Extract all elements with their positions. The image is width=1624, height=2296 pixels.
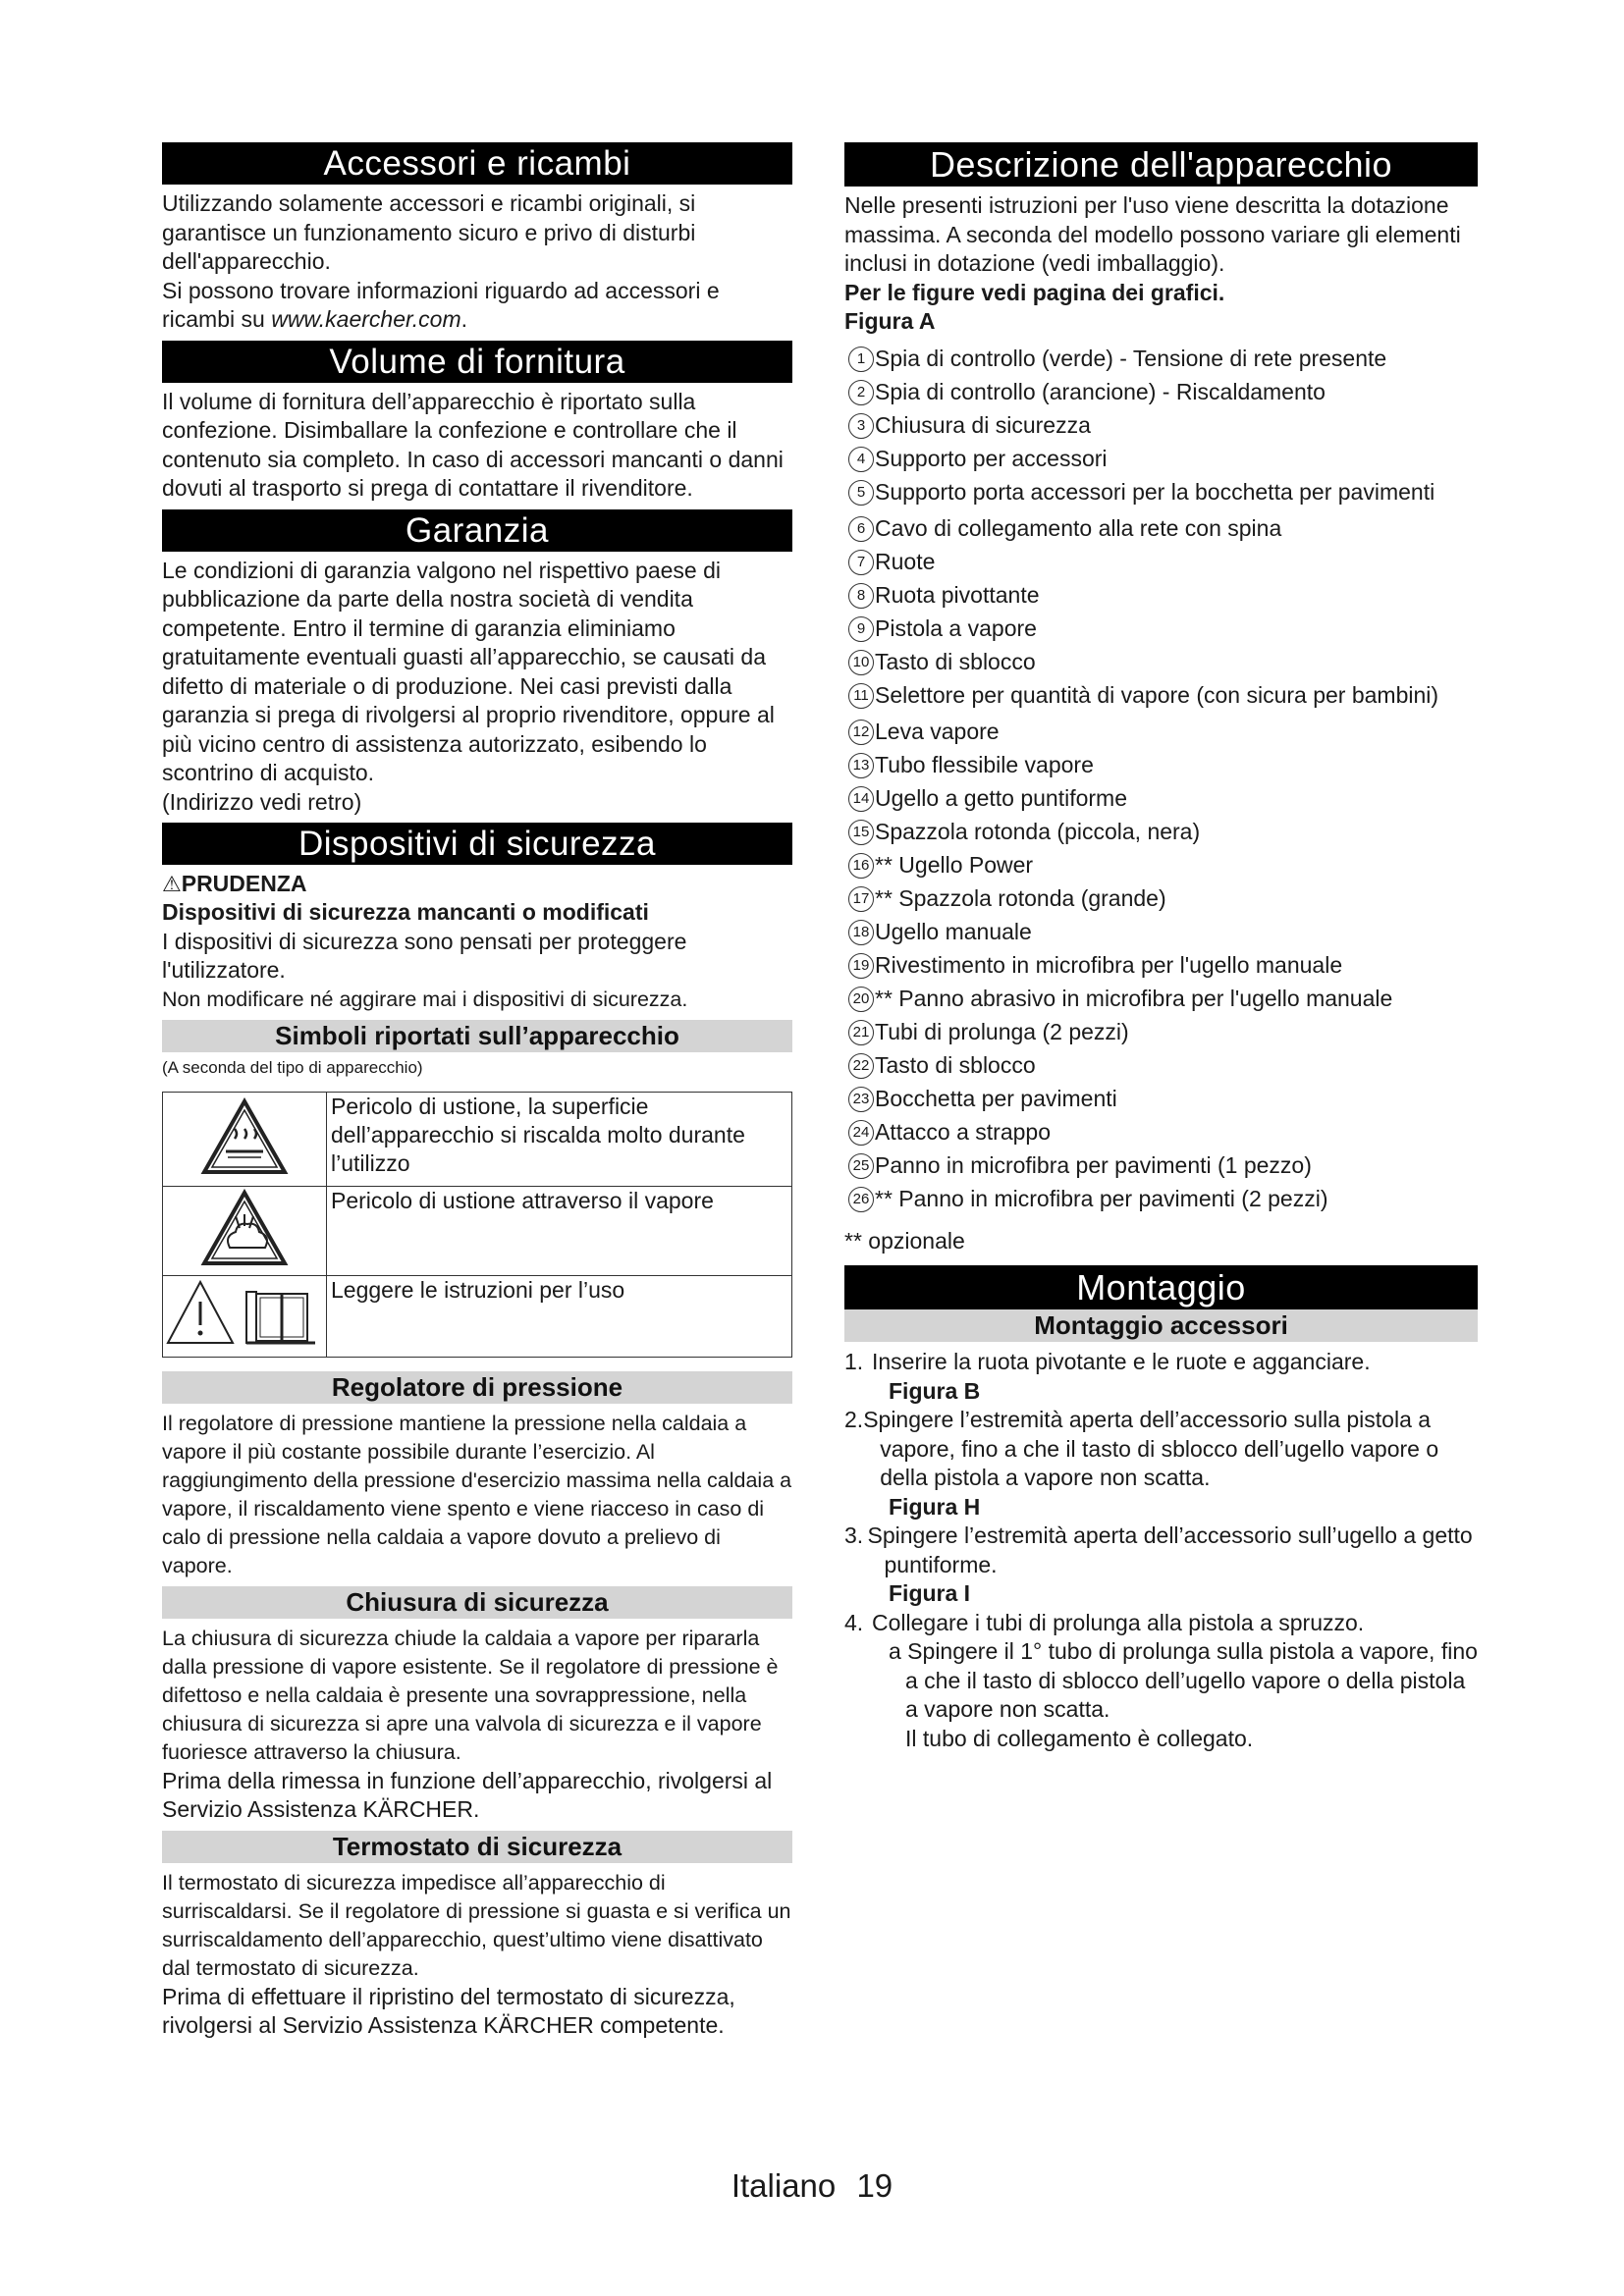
part-label: Ruota pivottante (875, 581, 1040, 608)
subsection-title-termostato: Termostato di sicurezza (162, 1831, 792, 1863)
accessori-paragraph: Utilizzando solamente accessori e ricambi originali, si garantisce un funzionamento sicuro e privo di disturbi dell'apparecchio. (162, 190, 696, 274)
list-item (844, 718, 1478, 746)
symbol-text: Pericolo di ustione, la superficie dell’apparecchio si riscalda molto durante l’utilizzo (327, 1092, 792, 1186)
list-item (844, 445, 1478, 473)
part-label: Ruote (875, 548, 936, 574)
part-label: Tubo flessibile vapore (875, 751, 1094, 777)
regolatore-paragraph: Il regolatore di pressione mantiene la pressione nella caldaia a vapore il più costante possibile durante l’esercizio. Al raggiungimento della pressione d'esercizio massima nella caldaia a vapore, il riscaldamento viene spento e viene riacceso in caso di calo di pressione nella caldaia a vapore dovuto a prelievo di vapore. (162, 1411, 792, 1577)
number-badge: 9 (848, 616, 874, 642)
subsection-title-chiusura: Chiusura di sicurezza (162, 1586, 792, 1619)
page-footer (0, 2167, 1624, 2205)
number-badge: 23 (848, 1087, 874, 1112)
figures-reference: Per le figure vedi pagina dei grafici. (844, 279, 1225, 305)
steam-warning-icon (163, 1186, 327, 1275)
read-manual-icon (163, 1275, 327, 1357)
part-label: Spia di controllo (verde) - Tensione di rete presente (875, 345, 1387, 371)
garanzia-paragraph: Le condizioni di garanzia valgono nel rispettivo paese di pubblicazione da parte della nostra società di vendita competente. Entro il termine di garanzia eliminiamo gratuitamente eventuali guasti all’apparecchio, se causati da difetto di materiale o di produzione. Nei casi previsti dalla garanzia si prega di rivolgersi al proprio rivenditore, oppure al più vicino centro di assistenza autorizzato, esibendo lo scontrino di acquisto. (162, 557, 775, 785)
figure-a-label: Figura A (844, 308, 936, 334)
hot-surface-warning-icon (163, 1092, 327, 1186)
list-item: 4. Collegare i tubi di prolunga alla pistola a spruzzo. (844, 1609, 1365, 1635)
list-item (844, 918, 1478, 946)
number-badge: 11 (848, 683, 874, 709)
chiusura-paragraph: La chiusura di sicurezza chiude la caldaia a vapore per ripararla dalla pressione di vapore esistente. Se il regolatore di pressione è difettoso e nella caldaia è presente una sovrappressione, nella chiusura di sicurezza si apre una valvola di sicurezza e il vapore fuoriesce attraverso la chiusura. (162, 1626, 779, 1764)
number-badge: 3 (848, 413, 874, 439)
volume-paragraph: Il volume di fornitura dell’apparecchio è riportato sulla confezione. Disimballare la confezione e controllare che il contenuto sia completo. In caso di accessori mancanti o danni dovuti al trasporto si prega di contattare il rivenditore. (162, 388, 784, 501)
list-item (844, 985, 1478, 1013)
part-label: Attacco a strappo (875, 1118, 1051, 1145)
section-title-dispositivi: Dispositivi di sicurezza (162, 823, 792, 865)
subsection-title-montaggio-accessori: Montaggio accessori (844, 1309, 1478, 1342)
table-row (163, 1275, 792, 1357)
list-item: 1. Inserire la ruota pivotante e le ruote e agganciare. (844, 1349, 1371, 1374)
list-item (844, 411, 1478, 440)
list-item (844, 614, 1478, 643)
list-item: Il tubo di collegamento è collegato. (905, 1725, 1254, 1751)
subsection-title-simboli: Simboli riportati sull’apparecchio (162, 1020, 792, 1052)
warning-label: ⚠PRUDENZA (162, 871, 307, 896)
list-item (844, 1185, 1478, 1213)
number-badge: 1 (848, 347, 874, 372)
list-item (844, 818, 1478, 846)
section-title-garanzia: Garanzia (162, 509, 792, 552)
section-title-accessori: Accessori e ricambi (162, 142, 792, 185)
symbol-text: Pericolo di ustione attraverso il vapore (327, 1186, 792, 1275)
part-label: Panno in microfibra per pavimenti (1 pezzo) (875, 1151, 1312, 1178)
number-badge: 12 (848, 720, 874, 745)
part-label: Cavo di collegamento alla rete con spina (875, 514, 1282, 541)
list-item (844, 478, 1478, 507)
list-item: a Spingere il 1° tubo di prolunga sulla pistola a vapore, fino a che il tasto di sblocco dell’ugello vapore o della pistola a vapore non scatta. (889, 1638, 1478, 1722)
number-badge: 13 (848, 753, 874, 778)
dispositivi-paragraph-2: Non modificare né aggirare mai i dispositivi di sicurezza. (162, 987, 688, 1011)
part-label: Selettore per quantità di vapore (con sicura per bambini) (875, 681, 1439, 708)
list-item (844, 884, 1478, 913)
part-label: Tasto di sblocco (875, 648, 1036, 674)
part-label: ** Panno abrasivo in microfibra per l'ugello manuale (875, 985, 1393, 1011)
assembly-steps (844, 1348, 1478, 1753)
list-item (844, 751, 1478, 779)
number-badge: 19 (848, 953, 874, 979)
list-item (844, 681, 1478, 710)
part-label: ** Ugello Power (875, 851, 1034, 878)
number-badge: 21 (848, 1020, 874, 1045)
part-label: Supporto per accessori (875, 445, 1108, 471)
list-item (844, 851, 1478, 880)
symbols-table (162, 1092, 792, 1358)
subsection-title-regolatore: Regolatore di pressione (162, 1371, 792, 1404)
kaercher-link[interactable]: www.kaercher.com (271, 306, 461, 332)
part-label: Pistola a vapore (875, 614, 1037, 641)
list-item (844, 648, 1478, 676)
number-badge: 14 (848, 786, 874, 812)
part-label: Rivestimento in microfibra per l'ugello manuale (875, 951, 1343, 978)
part-label: Spia di controllo (arancione) - Riscaldamento (875, 378, 1326, 404)
number-badge: 25 (848, 1153, 874, 1179)
section-title-montaggio: Montaggio (844, 1265, 1478, 1309)
parts-list (844, 345, 1478, 1213)
list-item (844, 581, 1478, 610)
number-badge: 7 (848, 550, 874, 575)
list-item (844, 1118, 1478, 1147)
part-label: Tubi di prolunga (2 pezzi) (875, 1018, 1129, 1044)
number-badge: 24 (848, 1120, 874, 1146)
list-item: 3. Spingere l’estremità aperta dell’accessorio sull’ugello a getto puntiforme. (844, 1522, 1473, 1577)
number-badge: 20 (848, 987, 874, 1012)
list-item (844, 1051, 1478, 1080)
right-column (844, 142, 1478, 1753)
list-item (844, 1151, 1478, 1180)
warning-heading: Dispositivi di sicurezza mancanti o modificati (162, 899, 649, 925)
part-label: Chiusura di sicurezza (875, 411, 1091, 438)
descrizione-paragraph: Nelle presenti istruzioni per l'uso viene descritta la dotazione massima. A seconda del modello possono variare gli elementi inclusi in dotazione (vedi imballaggio). (844, 192, 1461, 276)
number-badge: 5 (848, 480, 874, 506)
list-item (844, 548, 1478, 576)
number-badge: 15 (848, 820, 874, 845)
page-number: 19 (856, 2167, 893, 2204)
list-item (844, 345, 1478, 373)
warning-triangle-icon: ⚠ (162, 872, 182, 896)
section-title-volume: Volume di fornitura (162, 341, 792, 383)
list-item (844, 378, 1478, 406)
figure-h-label: Figura H (889, 1493, 981, 1520)
number-badge: 18 (848, 920, 874, 945)
number-badge: 26 (848, 1187, 874, 1212)
dispositivi-paragraph: I dispositivi di sicurezza sono pensati per proteggere l'utilizzatore. (162, 928, 687, 983)
termostato-paragraph: Il termostato di sicurezza impedisce all’apparecchio di surriscaldarsi. Se il regolatore di pressione si guasta e si verifica un surriscaldamento dell’apparecchio, quest’ultimo viene disattivato dal termostato di sicurezza. (162, 1870, 791, 1980)
number-badge: 8 (848, 583, 874, 609)
left-column (162, 142, 792, 2041)
termostato-paragraph-2: Prima di effettuare il ripristino del termostato di sicurezza, rivolgersi al Servizio Assistenza KÄRCHER competente. (162, 1983, 735, 2038)
number-badge: 10 (848, 650, 874, 675)
part-label: ** Spazzola rotonda (grande) (875, 884, 1166, 911)
figure-i-label: Figura I (889, 1580, 971, 1606)
part-label: Ugello manuale (875, 918, 1032, 944)
part-label: ** Panno in microfibra per pavimenti (2 pezzi) (875, 1185, 1328, 1211)
garanzia-address-note: (Indirizzo vedi retro) (162, 788, 362, 815)
number-badge: 17 (848, 886, 874, 912)
part-label: Spazzola rotonda (piccola, nera) (875, 818, 1201, 844)
list-item (844, 1018, 1478, 1046)
list-item (844, 951, 1478, 980)
list-item (844, 514, 1478, 543)
number-badge: 16 (848, 853, 874, 879)
part-label: Ugello a getto puntiforme (875, 784, 1127, 811)
part-label: Tasto di sblocco (875, 1051, 1036, 1078)
list-item: 2. Spingere l’estremità aperta dell’accessorio sulla pistola a vapore, fino a che il tasto di sblocco dell’ugello vapore o della pistola a vapore non scatta. (844, 1407, 1439, 1490)
chiusura-paragraph-2: Prima della rimessa in funzione dell’apparecchio, rivolgersi al Servizio Assistenza KÄRCHER. (162, 1767, 773, 1822)
footer-language: Italiano (731, 2167, 837, 2204)
part-label: Leva vapore (875, 718, 1000, 744)
part-label: Bocchetta per pavimenti (875, 1085, 1117, 1111)
table-row (163, 1092, 792, 1186)
part-label: Supporto porta accessori per la bocchetta per pavimenti (875, 478, 1435, 505)
symbol-text: Leggere le istruzioni per l’uso (327, 1275, 792, 1357)
section-title-descrizione: Descrizione dell'apparecchio (844, 142, 1478, 187)
number-badge: 4 (848, 447, 874, 472)
simboli-note: (A seconda del tipo di apparecchio) (162, 1057, 423, 1077)
accessori-link-paragraph: Si possono trovare informazioni riguardo ad accessori e ricambi su www.kaercher.com. (162, 277, 720, 332)
list-item (844, 1085, 1478, 1113)
number-badge: 6 (848, 516, 874, 542)
number-badge: 2 (848, 380, 874, 405)
list-item (844, 784, 1478, 813)
figure-b-label: Figura B (889, 1377, 981, 1404)
optional-footnote: ** opzionale (844, 1227, 965, 1254)
number-badge: 22 (848, 1053, 874, 1079)
table-row (163, 1186, 792, 1275)
